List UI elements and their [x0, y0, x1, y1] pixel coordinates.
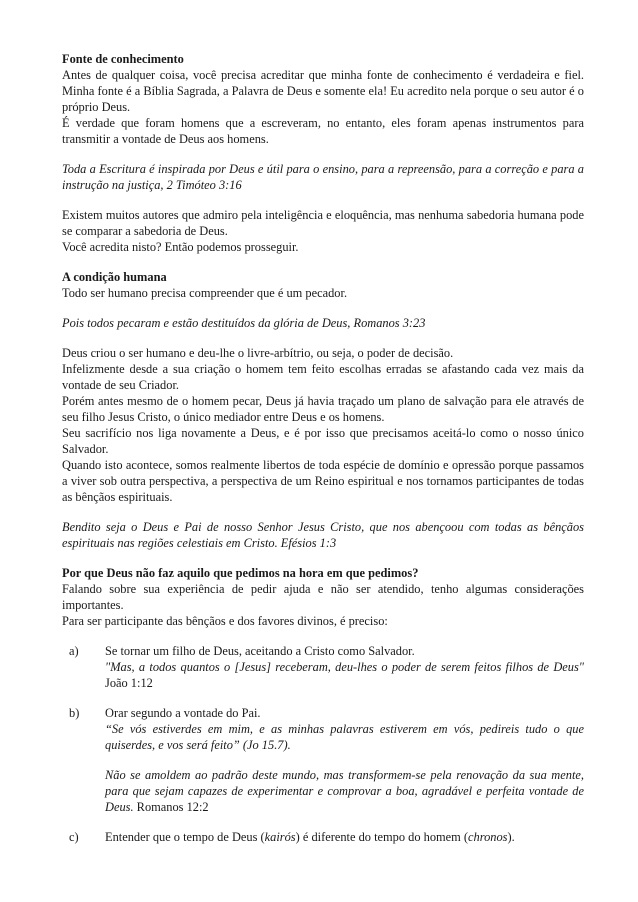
- list-item-text: Entender que o tempo de Deus (: [105, 830, 265, 844]
- scripture-quote: Toda a Escritura é inspirada por Deus e útil para o ensino, para a repreensão, para a correção e para a instrução na justiça, 2 Timóteo 3:16: [62, 162, 584, 192]
- list-item-text: ).: [507, 830, 515, 844]
- list-item-text: ) é diferente do tempo do homem (: [295, 830, 469, 844]
- paragraph: Antes de qualquer coisa, você precisa acreditar que minha fonte de conhecimento é verdadeira e fiel. Minha fonte é a Bíblia Sagrada, a Palavra de Deus e somente ela! Eu acredito nela porque o seu autor é o próprio Deus.: [62, 68, 584, 114]
- paragraph: Infelizmente desde a sua criação o homem tem feito escolhas erradas se afastando cada vez mais da vontade de seu Criador.: [62, 362, 584, 392]
- scripture-ref: João 1:12: [105, 676, 153, 690]
- scripture-quote: Bendito seja o Deus e Pai de nosso Senhor Jesus Cristo, que nos abençoou com todas as bênçãos espirituais nas regiões celestiais em Cristo. Efésios 1:3: [62, 520, 584, 550]
- paragraph: Porém antes mesmo de o homem pecar, Deus já havia traçado um plano de salvação para ele através de seu filho Jesus Cristo, o único mediador entre Deus e os homens.: [62, 394, 584, 424]
- scripture-quote: Pois todos pecaram e estão destituídos da glória de Deus, Romanos 3:23: [62, 316, 426, 330]
- paragraph: Você acredita nisto? Então podemos prosseguir.: [62, 240, 299, 254]
- heading-fonte: Fonte de conhecimento: [62, 52, 184, 66]
- list-item: [69, 643, 584, 691]
- heading-condicao: A condição humana: [62, 270, 167, 284]
- list-item: [69, 829, 584, 845]
- greek-word: kairós: [264, 830, 296, 844]
- scripture-quote: "Mas, a todos quantos o [Jesus] receberam, deu-lhes o poder de serem feitos filhos de Deus": [105, 660, 584, 674]
- list-item-text: Orar segundo a vontade do Pai.: [105, 706, 261, 720]
- paragraph: Existem muitos autores que admiro pela inteligência e eloquência, mas nenhuma sabedoria humana pode se comparar a sabedoria de Deus.: [62, 208, 584, 238]
- scripture-quote: Não se amoldem ao padrão deste mundo, mas transformem-se pela renovação da sua mente, para que sejam capazes de experimentar e comprovar a boa, agradável e perfeita vontade de Deus.: [105, 768, 584, 814]
- list-marker: b): [69, 706, 80, 720]
- paragraph: É verdade que foram homens que a escreveram, no entanto, eles foram apenas instrumentos para transmitir a vontade de Deus aos homens.: [62, 116, 584, 146]
- greek-word: chronos: [468, 830, 508, 844]
- requirements-list: [62, 643, 584, 845]
- paragraph: Para ser participante das bênçãos e dos favores divinos, é preciso:: [62, 614, 388, 628]
- list-item-text: Se tornar um filho de Deus, aceitando a Cristo como Salvador.: [105, 644, 415, 658]
- heading-porque: Por que Deus não faz aquilo que pedimos na hora em que pedimos?: [62, 566, 419, 580]
- paragraph: Deus criou o ser humano e deu-lhe o livre-arbítrio, ou seja, o poder de decisão.: [62, 346, 454, 360]
- paragraph: Falando sobre sua experiência de pedir ajuda e não ser atendido, tenho algumas considerações importantes.: [62, 582, 584, 612]
- paragraph: Todo ser humano precisa compreender que é um pecador.: [62, 286, 348, 300]
- paragraph: Seu sacrifício nos liga novamente a Deus, e é por isso que precisamos aceitá-lo como o nosso único Salvador.: [62, 426, 584, 456]
- list-marker: c): [69, 830, 79, 844]
- scripture-quote: “Se vós estiverdes em mim, e as minhas palavras estiverem em vós, pedireis tudo o que quiserdes, e vos será feito” (Jo 15.7).: [105, 722, 584, 752]
- paragraph: Quando isto acontece, somos realmente libertos de toda espécie de domínio e opressão porque passamos a viver sob outra perspectiva, a perspectiva de um Reino espiritual e nos tornamos participantes de todas as bênçãos espirituais.: [62, 458, 584, 504]
- list-item: [69, 705, 584, 815]
- scripture-ref: Romanos 12:2: [133, 800, 209, 814]
- list-marker: a): [69, 644, 79, 658]
